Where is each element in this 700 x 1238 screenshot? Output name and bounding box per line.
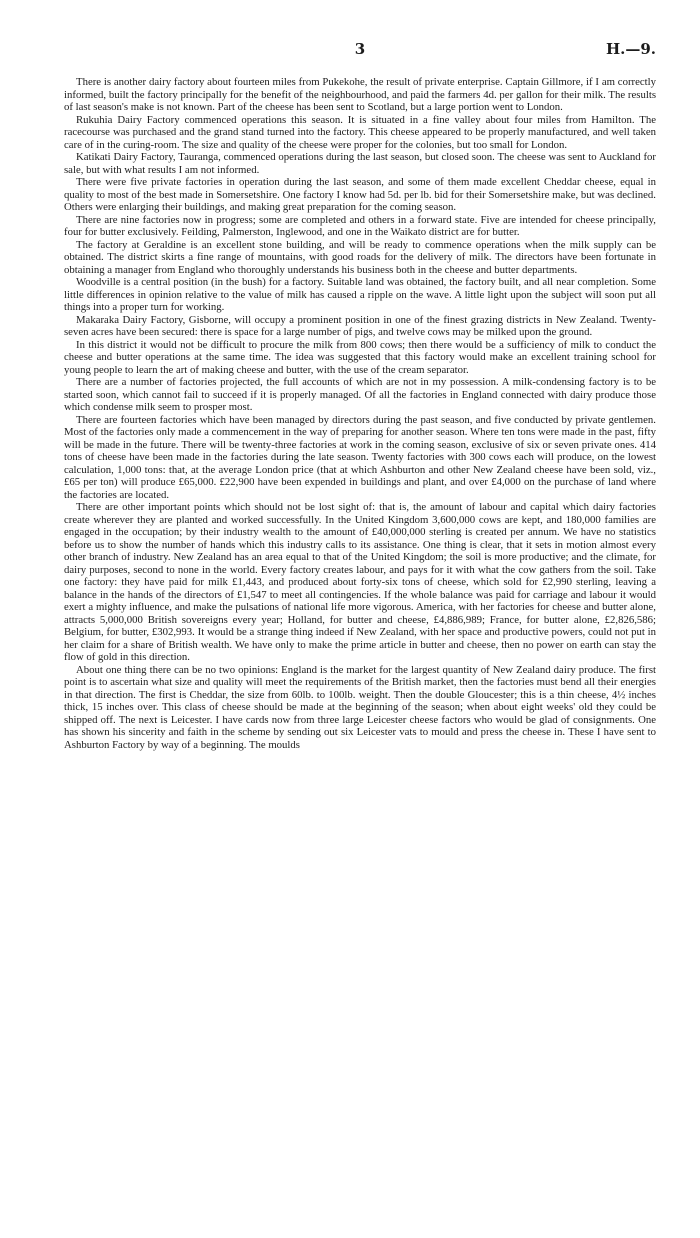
paragraph: Rukuhia Dairy Factory commenced operations this season. It is situated in a fine valley about four miles from Hamilton. The racecourse was purchased and the grand stand turned into the factory. This cheese appeared to be properly manufactured, and well taken care of in the curing-room. The size and quality of the cheese were proper for the colonies, but too small for London. xyxy=(64,113,656,151)
page-header xyxy=(64,40,656,60)
paragraph: There are other important points which should not be lost sight of: that is, the amount of labour and capital which dairy factories create wherever they are planted and worked successfully. In the United Kingdom 3,600,000 cows are kept, and 180,000 families are engaged in the occupation; by their industry wealth to the amount of £40,000,000 sterling is created per annum. We have no statistics before us to show the number of hands which this industry calls to its assistance. One thing is clear, that it sets in motion almost every other branch of industry. New Zealand has an area equal to that of the United Kingdom; the soil is more productive; and the climate, for dairy purposes, second to none in the world. Every factory creates labour, and pays for it with what the cow gathers from the soil. Take one factory: they have paid for milk £1,443, and produced about forty-six tons of cheese, which sold for £2,990 sterling, leaving a balance in the hands of the directors of £1,547 to meet all contingencies. If the whole balance was paid for carriage and labour it would exert a mighty influence, and make the pulsations of national life more vigorous. America, with her factories for cheese and butter alone, attracts 5,000,000 British sovereigns every year; Holland, for butter and cheese, £4,886,989; France, for butter alone, £2,826,586; Belgium, for butter, £302,993. It would be a strange thing indeed if New Zealand, with her space and productive powers, could not put in her claim for a share of British wealth. We have only to make the prime article in butter and cheese, then no power on earth can stay the flow of gold in this direction. xyxy=(64,501,656,663)
paragraph: Katikati Dairy Factory, Tauranga, commenced operations during the last season, but closed soon. The cheese was sent to Auckland for sale, but with what results I am not informed. xyxy=(64,151,656,176)
paragraph: There is another dairy factory about fourteen miles from Pukekohe, the result of private enterprise. Captain Gillmore, if I am correctly informed, built the factory principally for the benefit of the neighbourhood, and paid the farmers 4d. per gallon for their milk. The results of last season's make is not known. Part of the cheese has been sent to Scotland, but a large portion went to London. xyxy=(64,76,656,113)
paragraph: There are fourteen factories which have been managed by directors during the past season, and five conducted by private gentlemen. Most of the factories only made a commencement in the way of preparing for another season. Where ten tons were made in the past, fifty will be made in the future. There will be twenty-three factories at work in the coming season, exclusive of six or seven private ones. 414 tons of cheese have been made in the factories during the late season. Twenty factories with 300 cows each will produce, on the lowest calculation, 1,000 tons: that, at the average London price (that at which Ashburton and other New Zealand cheese have been sold, viz., £65 per ton) will produce £65,000. £22,900 have been expended in buildings and plant, and over £4,000 on the purchase of land where the factories are located. xyxy=(64,413,656,501)
paragraph: In this district it would not be difficult to procure the milk from 800 cows; then there would be a sufficiency of milk to conduct the cheese and butter operations at the same time. The idea was suggested that this factory would make an excellent training school for young people to learn the art of making cheese and butter, with the use of the cream separator. xyxy=(64,338,656,376)
paragraph: There are nine factories now in progress; some are completed and others in a forward state. Five are intended for cheese principally, four for butter exclusively. Feilding, Palmerston, Inglewood, and one in the Waikato district are for butter. xyxy=(64,213,656,238)
page-number: 3 xyxy=(354,40,366,58)
paragraph: There are a number of factories projected, the full accounts of which are not in my possession. A milk-condensing factory is to be started soon, which cannot fail to succeed if it is properly managed. Of all the factories in England connected with dairy produce those which condense milk seem to prosper most. xyxy=(64,376,656,413)
paragraph: Makaraka Dairy Factory, Gisborne, will occupy a prominent position in one of the finest grazing districts in New Zealand. Twenty-seven acres have been secured: there is space for a large number of pigs, and twelve cows may be milked upon the ground. xyxy=(64,313,656,338)
document-reference: H.—9. xyxy=(605,40,656,58)
paragraph: There were five private factories in operation during the last season, and some of them made excellent Cheddar cheese, equal in quality to most of the best made in Somersetshire. One factory I know had 5d. per lb. bid for their Somersetshire make, but was declined. Others were enlarging their buildings, and making great preparation for the coming season. xyxy=(64,176,656,213)
paragraph: About one thing there can be no two opinions: England is the market for the largest quantity of New Zealand dairy produce. The first point is to ascertain what size and quality will meet the requirements of the British market, then the factories must bend all their energies in that direction. The first is Cheddar, the size from 60lb. to 100lb. weight. Then the double Gloucester; this is a thin cheese, 4½ inches thick, 15 inches over. This class of cheese should be made at the beginning of the season; when about eight weeks' old they could be shipped off. The next is Leicester. I have cards now from three large Leicester cheese factors who would be glad of consignments. One has shown his sincerity and faith in the scheme by sending out six Leicester vats to mould and press the cheese in. These I have sent to Ashburton Factory by way of a beginning. The moulds xyxy=(64,663,656,751)
paragraph: The factory at Geraldine is an excellent stone building, and will be ready to commence operations when the milk supply can be obtained. The district skirts a fine range of mountains, with good roads for the delivery of milk. The directors have been fortunate in obtaining a manager from England who thoroughly understands his business both in the cheese and butter departments. xyxy=(64,238,656,276)
paragraph: Woodville is a central position (in the bush) for a factory. Suitable land was obtained, the factory built, and all near completion. Some little differences in opinion relative to the value of milk has caused a ripple on the wave. A little light upon the subject will soon put all things into a proper turn for working. xyxy=(64,276,656,313)
report-body xyxy=(64,76,656,751)
